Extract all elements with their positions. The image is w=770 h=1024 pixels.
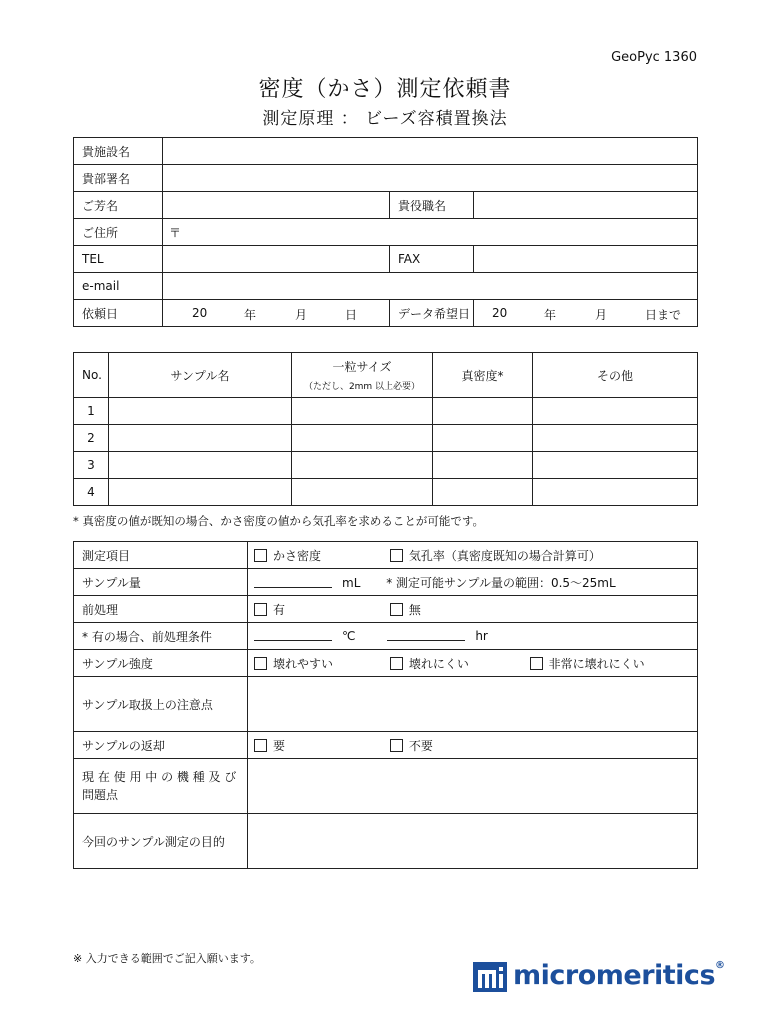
position-label: 貴役職名: [390, 192, 474, 219]
sample-density-cell[interactable]: [433, 398, 533, 425]
pretreat-time-unit: hr: [475, 629, 488, 643]
page-subtitle: 測定原理 ： ビーズ容積置換法: [262, 109, 508, 129]
sample-size-cell[interactable]: [292, 479, 433, 506]
table-row: [74, 452, 698, 479]
opt-pretreat-yes[interactable]: 有: [254, 601, 386, 618]
strength-label: サンプル強度: [74, 650, 248, 677]
sample-size-cell[interactable]: [292, 452, 433, 479]
pretreat-cond-label: * 有の場合、前処理条件: [74, 623, 248, 650]
table-row: [74, 479, 698, 506]
department-label: 貴部署名: [74, 165, 163, 192]
purpose-label: 今回のサンプル測定の目的: [74, 814, 248, 869]
col-size-note: （ただし、2mm 以上必要）: [303, 382, 421, 392]
page-title: 密度（かさ）測定依頼書: [258, 77, 512, 102]
pretreat-temp-field[interactable]: [254, 630, 332, 641]
position-field[interactable]: [474, 192, 698, 219]
sample-other-cell[interactable]: [533, 479, 698, 506]
postal-mark: 〒: [169, 225, 182, 240]
sample-other-cell[interactable]: [533, 452, 698, 479]
opt-porosity[interactable]: 気孔率（真密度既知の場合計算可）: [390, 547, 601, 564]
opt-pretreat-no[interactable]: 無: [390, 601, 421, 618]
desired-date-field[interactable]: [474, 300, 698, 327]
request-date-year-prefix: 20: [192, 306, 208, 320]
request-date-year: 年: [244, 308, 257, 322]
sample-density-cell[interactable]: [433, 425, 533, 452]
pretreat-label: 前処理: [74, 596, 248, 623]
checkbox-icon[interactable]: [390, 739, 403, 752]
sample-other-cell[interactable]: [533, 425, 698, 452]
opt-return-yes[interactable]: 要: [254, 737, 386, 754]
pretreat-time-field[interactable]: [387, 630, 465, 641]
checkbox-icon[interactable]: [254, 739, 267, 752]
request-date-label: 依頼日: [74, 300, 163, 327]
desired-date-year-prefix: 20: [492, 306, 508, 320]
row-number: 1: [74, 398, 109, 425]
facility-field[interactable]: [163, 138, 698, 165]
logo-text: micromeritics®: [513, 960, 725, 991]
facility-label: 貴施設名: [74, 138, 163, 165]
fax-field[interactable]: [474, 246, 698, 273]
sample-size-cell[interactable]: [292, 425, 433, 452]
measurement-table: [73, 541, 698, 869]
col-no-header: No.: [74, 353, 109, 398]
checkbox-icon[interactable]: [390, 549, 403, 562]
opt-bulk-density[interactable]: かさ密度: [254, 547, 386, 564]
input-note: ※ 入力できる範囲でご記入願います。: [73, 952, 261, 965]
desired-date-year: 年: [544, 308, 557, 322]
col-size-title: 一粒サイズ: [332, 360, 392, 374]
pretreat-temp-unit: ℃: [342, 629, 356, 643]
department-field[interactable]: [163, 165, 698, 192]
sample-name-cell[interactable]: [109, 425, 292, 452]
opt-sturdy[interactable]: 壊れにくい: [390, 655, 526, 672]
col-size-header: [292, 353, 433, 398]
sample-name-cell[interactable]: [109, 398, 292, 425]
sample-density-cell[interactable]: [433, 452, 533, 479]
tel-label: TEL: [74, 246, 163, 273]
email-field[interactable]: [163, 273, 698, 300]
col-sample-name-header: サンプル名: [109, 353, 292, 398]
opt-very-sturdy[interactable]: 非常に壊れにくい: [530, 655, 645, 672]
purpose-field[interactable]: [248, 814, 698, 869]
table-row: [74, 425, 698, 452]
desired-date-month: 月: [595, 308, 608, 322]
current-equipment-field[interactable]: [248, 759, 698, 814]
checkbox-icon[interactable]: [390, 657, 403, 670]
opt-return-no[interactable]: 不要: [390, 737, 433, 754]
checkbox-icon[interactable]: [390, 603, 403, 616]
measure-item-label: 測定項目: [74, 542, 248, 569]
checkbox-icon[interactable]: [254, 603, 267, 616]
email-label: e-mail: [74, 273, 163, 300]
model-name: GeoPyc 1360: [611, 50, 697, 65]
address-field[interactable]: [163, 219, 698, 246]
return-label: サンプルの返却: [74, 732, 248, 759]
name-label: ご芳名: [74, 192, 163, 219]
sample-amount-unit: mL: [342, 575, 361, 590]
sample-name-cell[interactable]: [109, 479, 292, 506]
caution-label: サンプル取扱上の注意点: [74, 677, 248, 732]
sample-density-cell[interactable]: [433, 479, 533, 506]
caution-field[interactable]: [248, 677, 698, 732]
request-date-month: 月: [295, 308, 308, 322]
request-date-day: 日: [345, 308, 358, 322]
row-number: 4: [74, 479, 109, 506]
sample-name-cell[interactable]: [109, 452, 292, 479]
current-equipment-label: 現 在 使 用 中 の 機 種 及 び 問題点: [74, 759, 248, 814]
requester-info-table: [73, 137, 698, 327]
request-date-field[interactable]: [163, 300, 390, 327]
sample-amount-note: * 測定可能サンプル量の範囲：0.5～25mL: [386, 575, 616, 590]
true-density-footnote: * 真密度の値が既知の場合、かさ密度の値から気孔率を求めることが可能です。: [73, 514, 484, 528]
sample-size-cell[interactable]: [292, 398, 433, 425]
col-true-density-header: 真密度*: [433, 353, 533, 398]
logo-mark-icon: [473, 962, 507, 992]
desired-date-label: データ希望日: [390, 300, 474, 327]
checkbox-icon[interactable]: [254, 657, 267, 670]
row-number: 2: [74, 425, 109, 452]
address-label: ご住所: [74, 219, 163, 246]
table-row: [74, 398, 698, 425]
checkbox-icon[interactable]: [530, 657, 543, 670]
col-other-header: その他: [533, 353, 698, 398]
name-field[interactable]: [163, 192, 390, 219]
row-number: 3: [74, 452, 109, 479]
desired-date-until: 日まで: [645, 308, 682, 322]
opt-fragile[interactable]: 壊れやすい: [254, 655, 386, 672]
checkbox-icon[interactable]: [254, 549, 267, 562]
sample-other-cell[interactable]: [533, 398, 698, 425]
sample-amount-field[interactable]: [254, 577, 332, 588]
fax-label: FAX: [390, 246, 474, 273]
micromeritics-logo: [473, 960, 725, 1000]
sample-amount-label: サンプル量: [74, 569, 248, 596]
sample-table: [73, 352, 698, 506]
tel-field[interactable]: [163, 246, 390, 273]
